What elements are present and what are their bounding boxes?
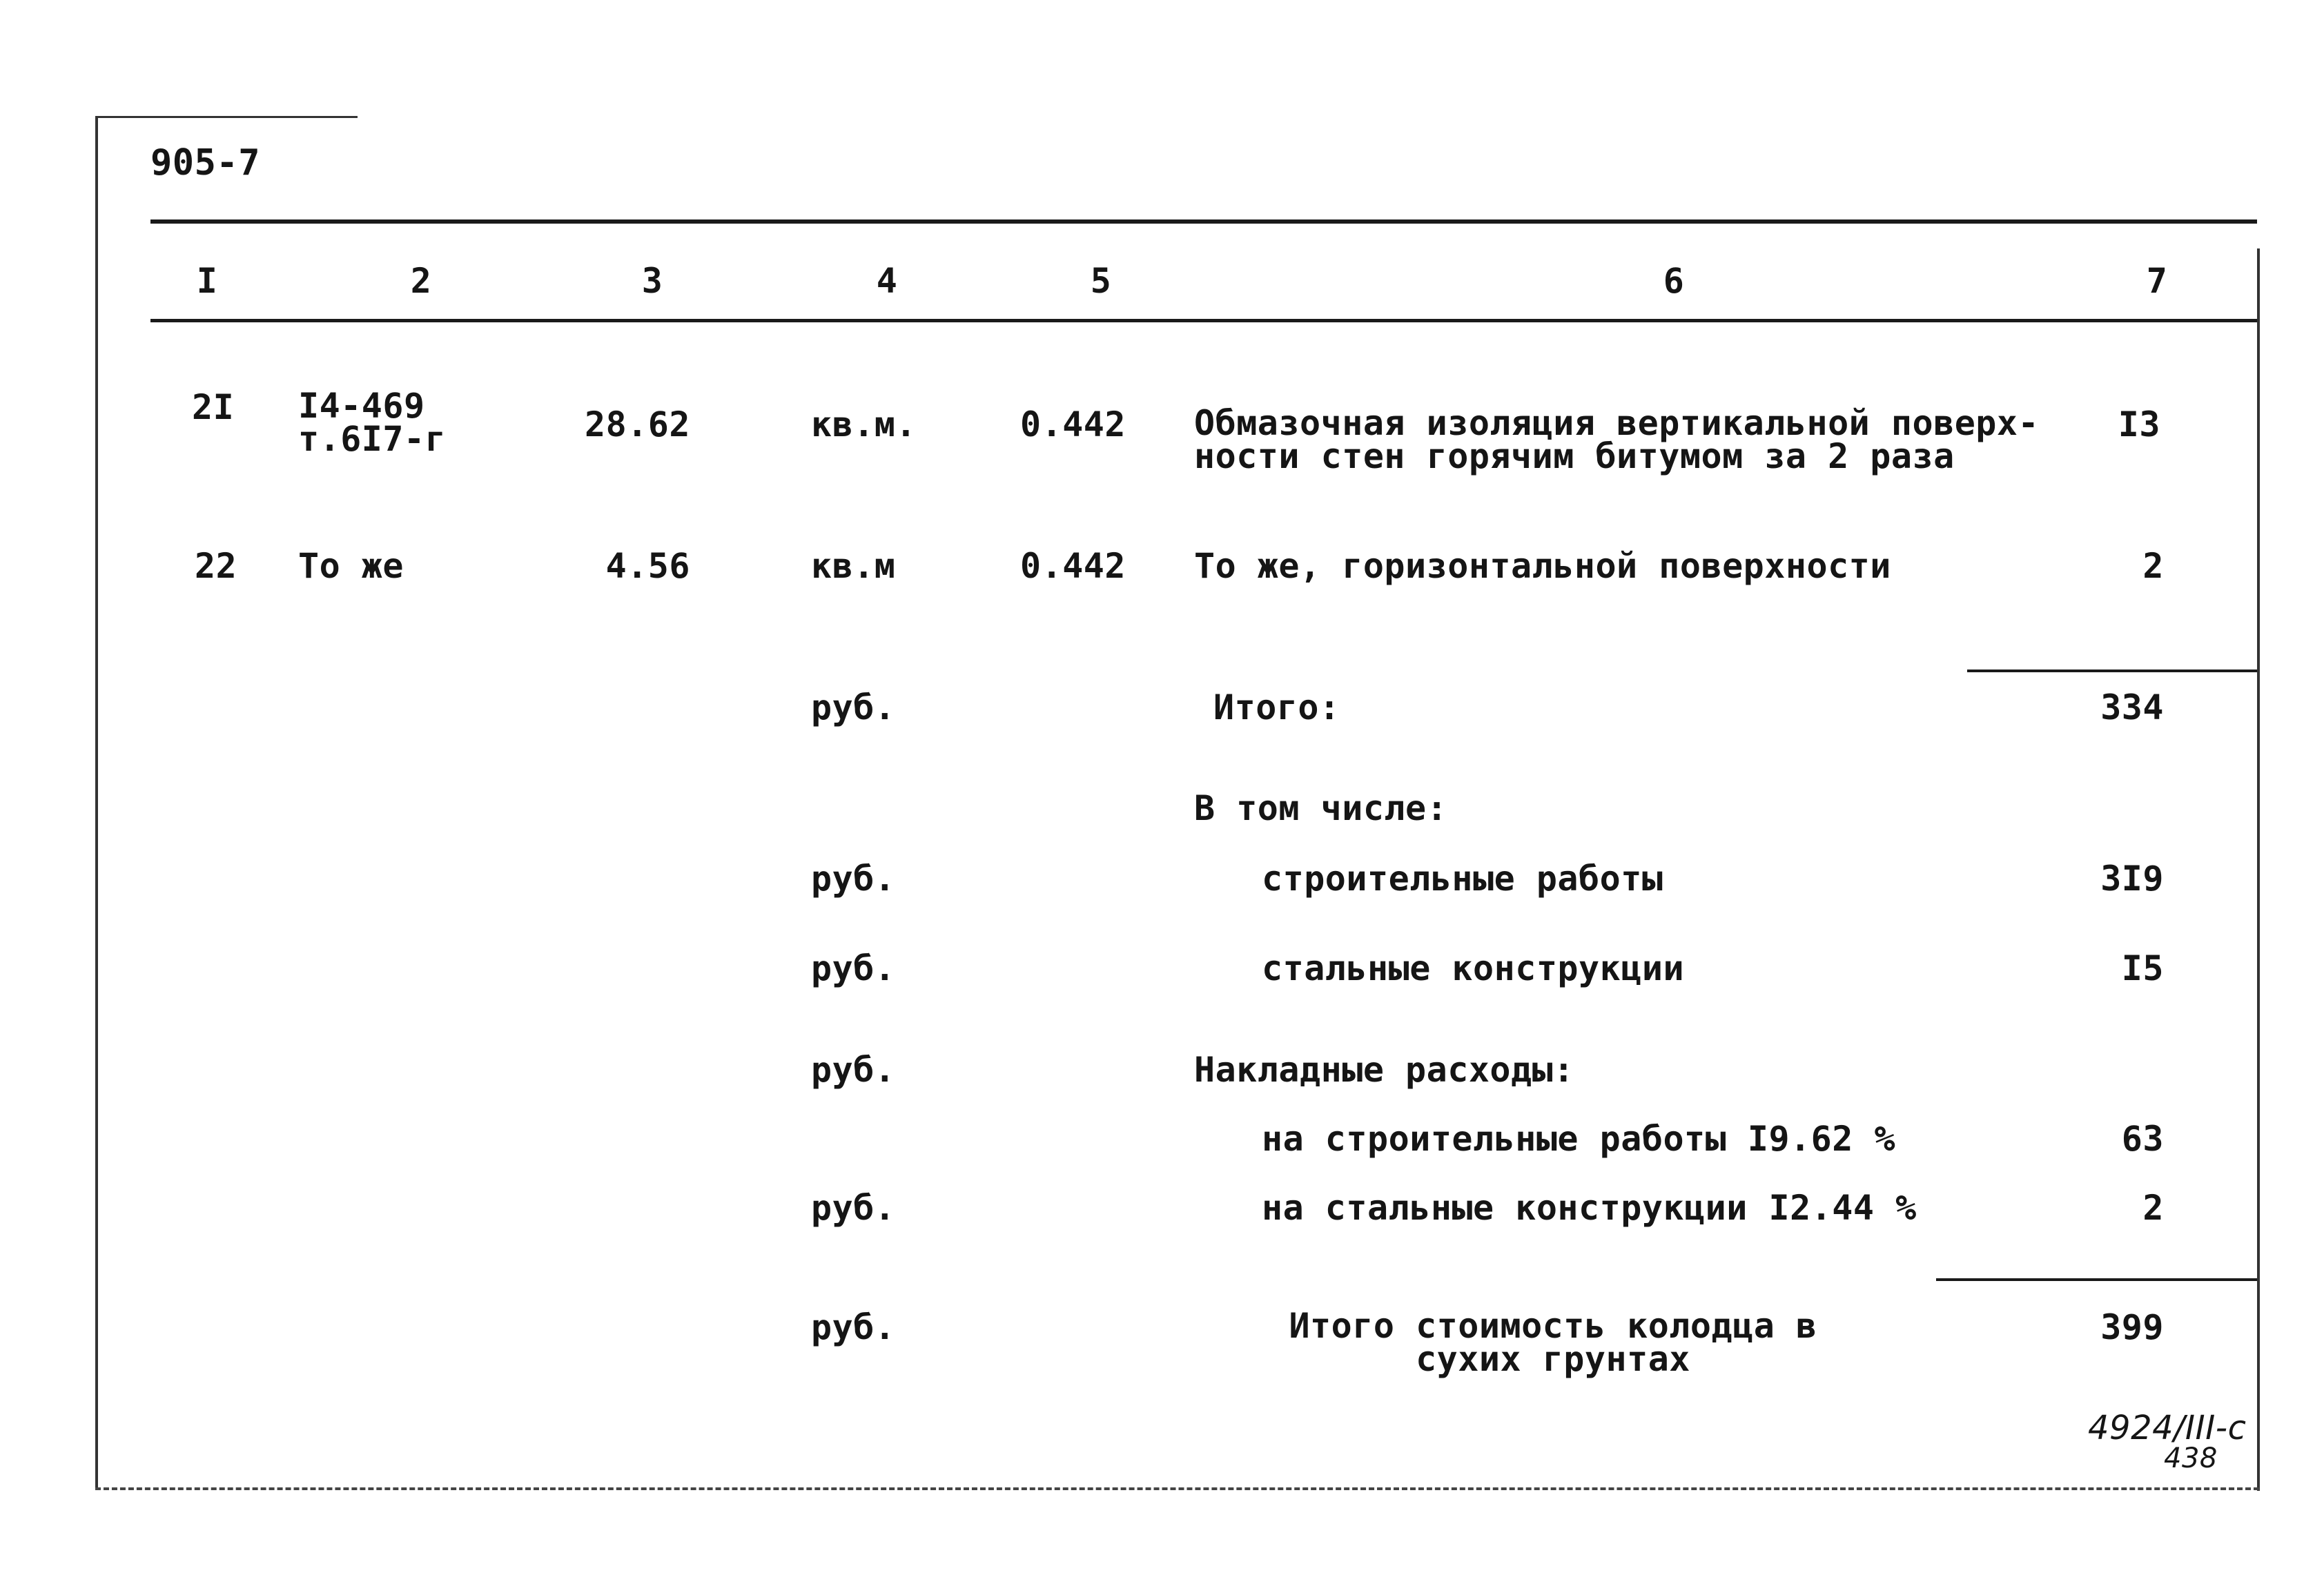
- column-header-4: 4: [876, 261, 898, 301]
- summary-unit: руб.: [811, 859, 896, 899]
- summary-value: 3I9: [2100, 859, 2164, 899]
- header-top-rule: [150, 219, 2257, 224]
- column-header-5: 5: [1090, 261, 1112, 301]
- summary-value: 63: [2121, 1119, 2164, 1159]
- summary-label: Итого:: [1213, 687, 1340, 727]
- row-quantity: 28.62: [584, 404, 690, 444]
- summary-label: [1208, 1306, 1898, 1379]
- row-rate: 0.442: [1020, 404, 1126, 444]
- subtotal-rule: [1967, 670, 2257, 672]
- row-description-line: ности стен горячим битумом за 2 раза: [1194, 436, 1955, 476]
- page-stamp-top: 4924/III-с: [2088, 1409, 2247, 1447]
- row-number: 2I: [192, 387, 235, 427]
- document-code: 905-7: [150, 142, 261, 184]
- row-code: [298, 386, 447, 459]
- row-number: 22: [195, 546, 237, 586]
- row-cost: 2: [2142, 546, 2164, 586]
- column-header-6: 6: [1663, 261, 1685, 301]
- summary-unit: руб.: [811, 1307, 896, 1347]
- page-stamp: [2088, 1411, 2247, 1472]
- row-quantity: 4.56: [605, 546, 690, 586]
- summary-label-line: сухих грунтах: [1416, 1338, 1690, 1379]
- column-header-7: 7: [2146, 261, 2168, 301]
- summary-unit: руб.: [811, 1188, 896, 1228]
- summary-label: Накладные расходы:: [1194, 1050, 1574, 1090]
- total-rule: [1936, 1278, 2257, 1281]
- row-cost: I3: [2118, 404, 2160, 444]
- frame-left-border: [95, 116, 98, 1489]
- summary-label-line: Итого стоимость колодца в: [1289, 1306, 1817, 1346]
- column-header-1: I: [196, 261, 218, 301]
- row-unit: кв.м: [811, 546, 896, 586]
- summary-label: на стальные конструкции I2.44 %: [1262, 1188, 1917, 1228]
- frame-bottom-border: [95, 1487, 2259, 1493]
- frame-top-border: [95, 116, 358, 118]
- column-header-2: 2: [410, 261, 432, 301]
- summary-unit: руб.: [811, 687, 896, 727]
- row-description-line: Обмазочная изоляция вертикальной поверх-: [1194, 403, 2040, 443]
- row-rate: 0.442: [1020, 546, 1126, 586]
- summary-value: 399: [2100, 1307, 2164, 1347]
- row-description: [1194, 403, 2040, 476]
- summary-value: 334: [2100, 687, 2164, 727]
- summary-label: стальные конструкции: [1262, 948, 1685, 988]
- column-header-3: 3: [641, 261, 663, 301]
- header-bottom-rule: [150, 319, 2257, 322]
- page-stamp-bottom: 438: [2164, 1443, 2218, 1474]
- summary-unit: руб.: [811, 1050, 896, 1090]
- row-unit: кв.м.: [811, 404, 917, 444]
- summary-label: В том числе:: [1194, 788, 1448, 828]
- summary-unit: руб.: [811, 948, 896, 988]
- row-code: То же: [298, 546, 404, 586]
- summary-value: I5: [2121, 948, 2164, 988]
- summary-label: на строительные работы I9.62 %: [1262, 1119, 1896, 1159]
- row-description: То же, горизонтальной поверхности: [1194, 546, 1891, 586]
- row-code-line: т.6I7-г: [298, 418, 447, 459]
- summary-label: строительные работы: [1262, 859, 1663, 899]
- summary-value: 2: [2142, 1188, 2164, 1228]
- row-code-line: I4-469: [298, 386, 425, 426]
- frame-right-border: [2257, 248, 2260, 1491]
